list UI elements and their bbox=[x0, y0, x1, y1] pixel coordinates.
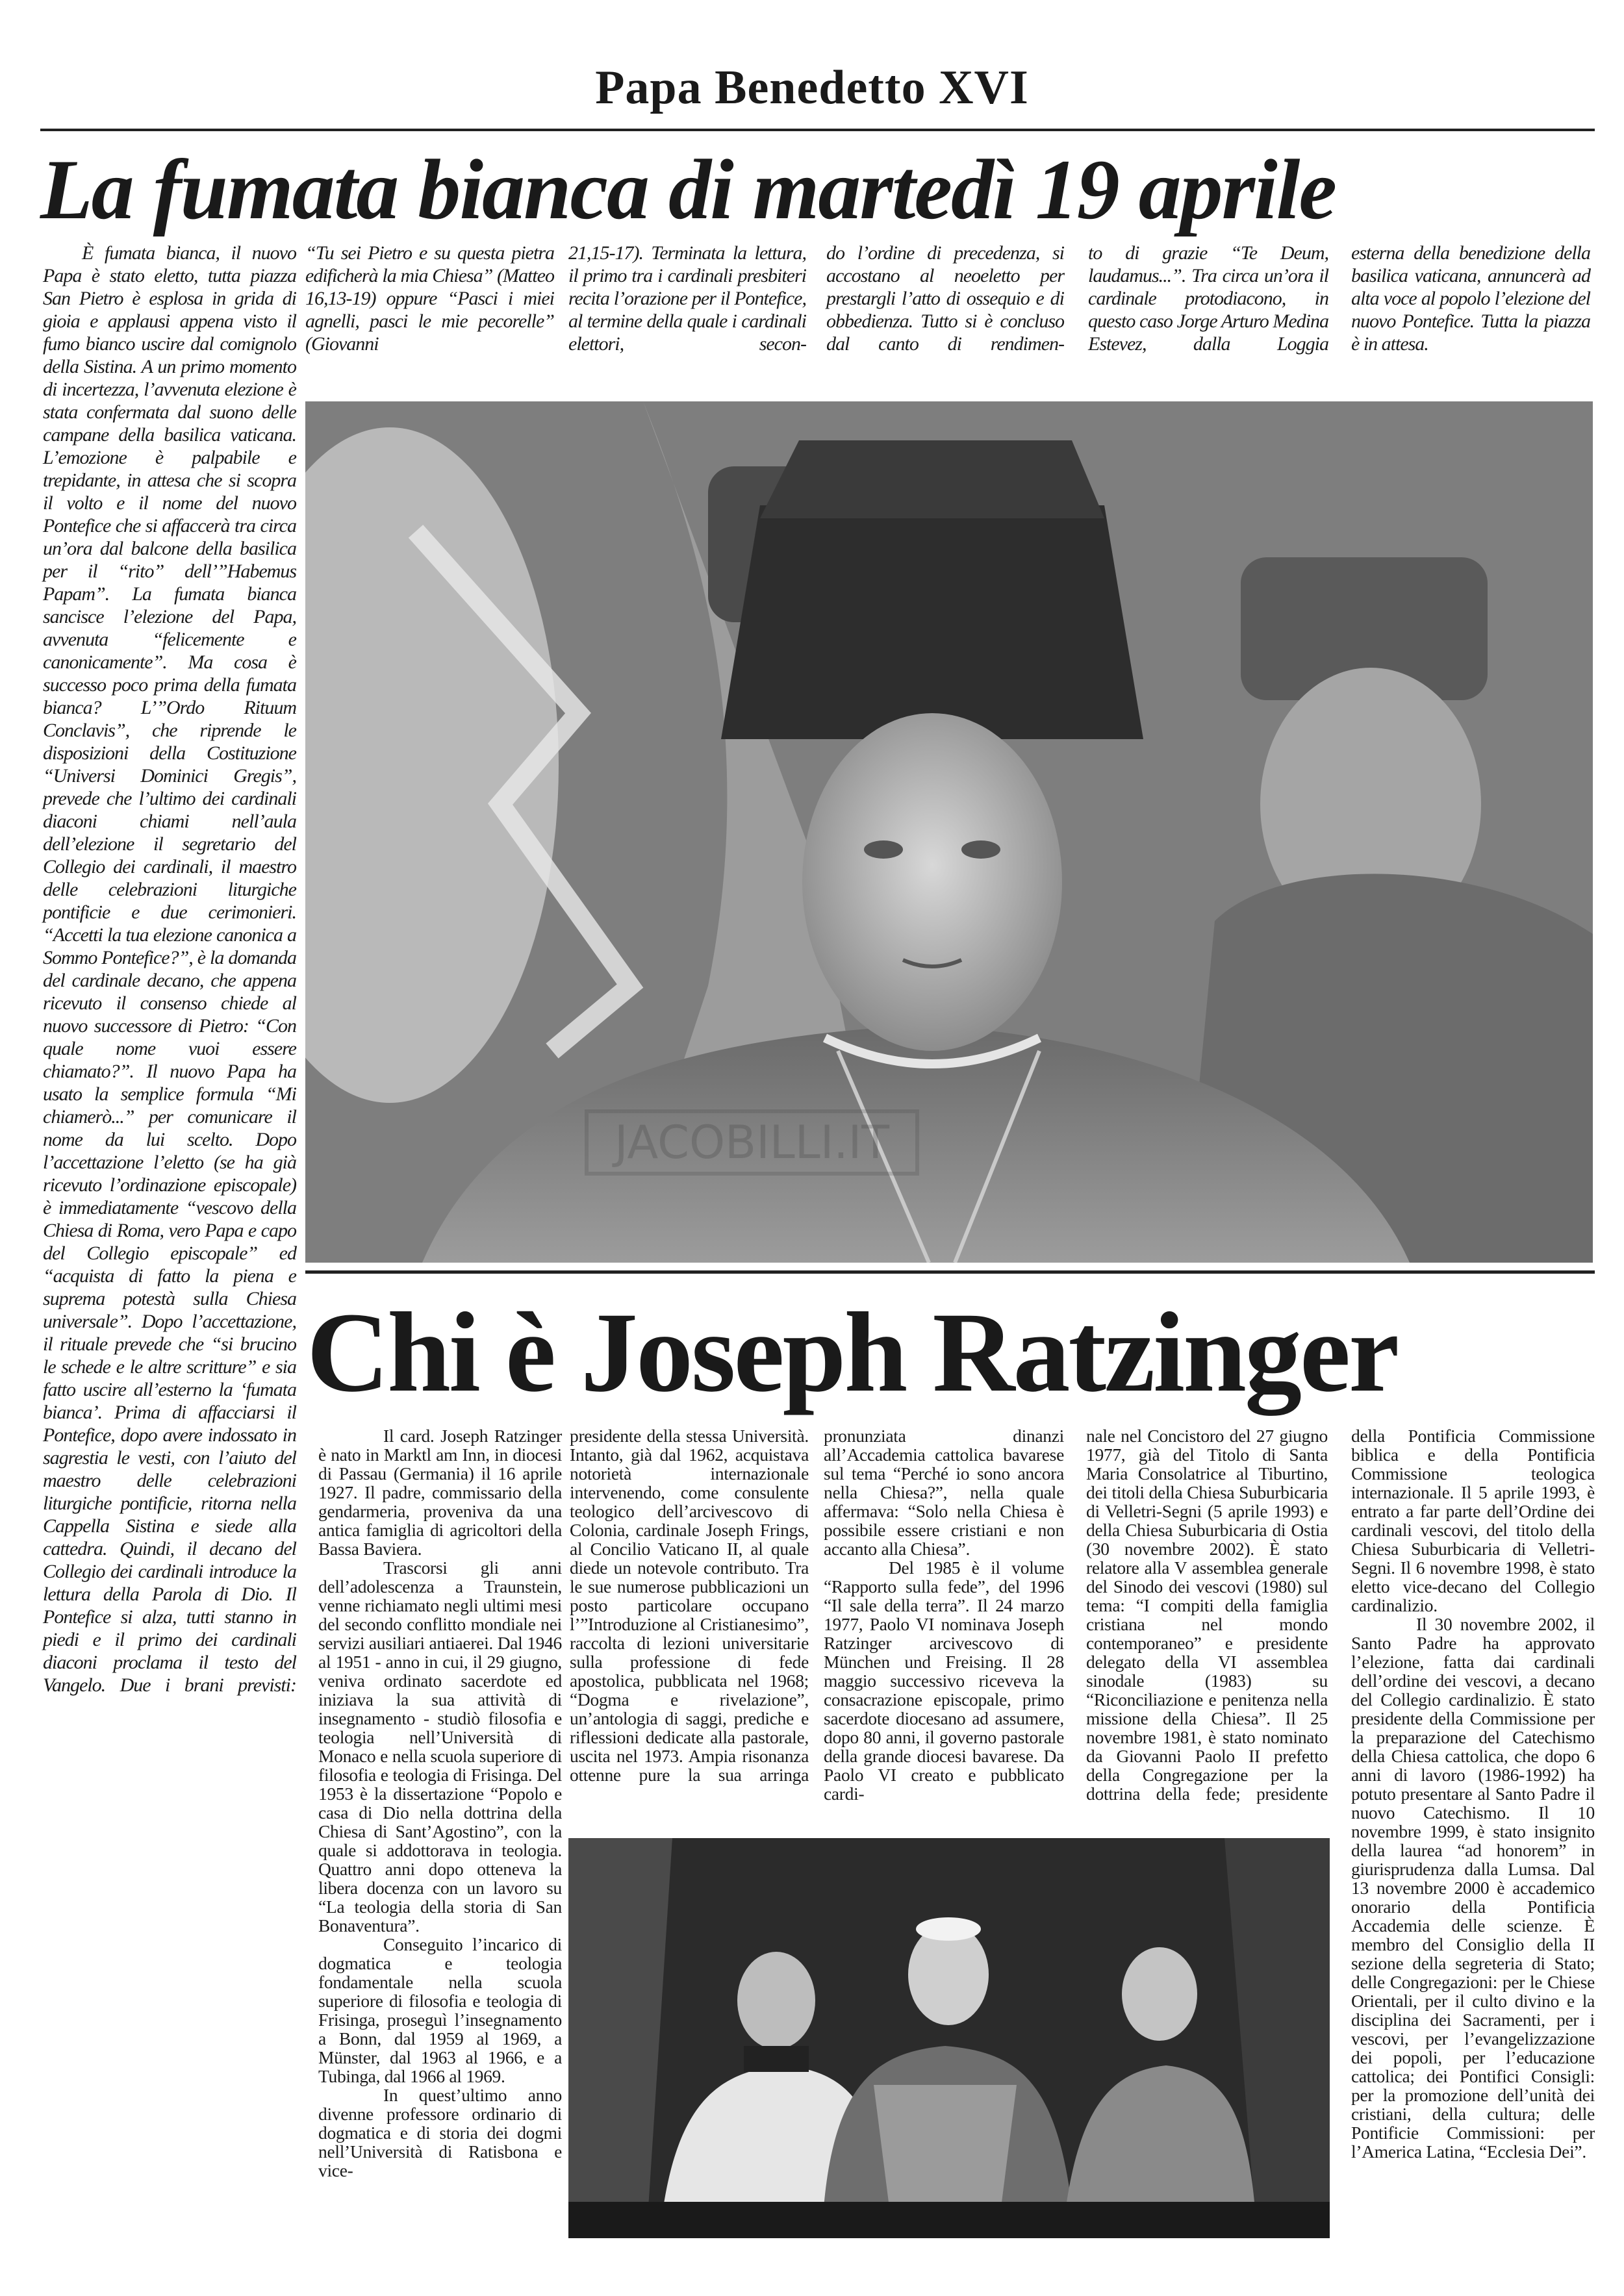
article-paragraph: della Pontificia Commissione biblica e della Pontificia Commissione teologica internazionale. Il 5 aprile 1993, è entrato a far parte dell’Ordine dei cardinali vescovi, del titolo della Chiesa Suburbicaria di Velletri-Segni. Il 6 novembre 1998, è stato eletto vice-decano del Collegio cardinalizio. bbox=[1351, 1426, 1595, 1615]
intro-paragraph: esterna della benedizione della basilica vaticana, annuncerà ad alta voce al popolo l’elezione del nuovo Pontefice. Tutta la piazza è in attesa. bbox=[1351, 242, 1590, 355]
intro-column-4 bbox=[826, 242, 1064, 355]
headline: La fumata bianca di martedì 19 aprile bbox=[40, 142, 1336, 237]
photo-illustration bbox=[305, 401, 1593, 1263]
intro-paragraph: to di grazie “Te Deum, laudamus...”. Tra circa un’ora il cardinale protodiacono, in questo caso Jorge Arturo Medina Estevez, dalla Loggia bbox=[1088, 242, 1328, 355]
article-paragraph: pronunziata dinanzi all’Accademia cattolica bavarese sul tema “Perché io sono ancora nella Chiesa?”, nella quale affermava: “Solo nella Chiesa è possibile essere cristiani e non accanto alla Chiesa”. bbox=[824, 1426, 1064, 1559]
intro-column-2 bbox=[305, 242, 554, 355]
cardinal-ratzinger-photo bbox=[305, 401, 1593, 1263]
article-paragraph: Trascorsi gli anni dell’adolescenza a Traunstein, venne richiamato negli ultimi mesi del secondo conflitto mondiale nei servizi ausiliari antiaerei. Dal 1946 al 1951 - anno in cui, il 29 giugno, veniva ordinato sacerdote ed iniziava la sua attività di insegnamento - studiò filosofia e teologia nell’Università di Monaco e nella scuola superiore di filosofia e teologia di Frisinga. Del 1953 è la dissertazione “Popolo e casa di Dio nella dottrina della Chiesa di Sant’Agostino”, con la quale si addottorava in teologia. Quattro anni dopo otteneva la libera docenza con un lavoro su “La teologia della storia di San Bonaventura”. bbox=[318, 1558, 562, 1936]
article-column-1 bbox=[318, 1426, 562, 2180]
intro-paragraph: È fumata bianca, il nuovo Papa è stato eletto, tutta piazza San Pietro è esplosa in grida di gioia e applausi appena visto il fumo bianco uscire dal comignolo della Sistina. A un primo momento di incertezza, l’avvenuta elezione è stata confermata dal suono delle campane della basilica vaticana. L’emozione è palpabile e trepidante, in attesa che si scopra il volto e il nome del nuovo Pontefice che si affaccerà tra circa un’ora dal balcone della basilica per il “rito” dell’”Habemus Papam”. La fumata bianca sancisce l’elezione del Papa, avvenuta “felicemente e canonicamente”. Ma cosa è successo poco prima della fumata bianca? L’”Ordo Rituum Conclavis”, che riprende le disposizioni della Costituzione “Universi Dominici Gregis”, prevede che l’ultimo dei cardinali diaconi chiami nell’aula dell’elezione il segretario del Collegio dei cardinali, il maestro delle celebrazioni liturgiche pontificie e due cerimonieri. “Accetti la tua elezione canonica a Sommo Pontefice?”, è la domanda del cardinale decano, che appena ricevuto il consenso chiede al nuovo successore di Pietro: “Con quale nome vuoi essere chiamato?”. Il nuovo Papa ha usato la semplice formula “Mi chiamerò...” per comunicare il nome da lui scelto. Dopo l’accettazione l’eletto (se ha già ricevuto l’ordinazione episcopale) è immediatamente “vescovo della Chiesa di Roma, vero Papa e capo del Collegio episcopale” ed “acquista di fatto la piena e suprema potestà sulla Chiesa universale”. Dopo l’accettazione, il rituale prevede che “si brucino le schede e le altre scritture” e sia fatto uscire all’esterno la ‘fumata bianca’. Prima di affacciarsi il Pontefice, dopo avere indossato in sagrestia le vesti, con l’aiuto del maestro delle celebrazioni liturgiche pontificie, ritorna nella Cappella Sistina e siede alla cattedra. Quindi, il decano del Collegio dei cardinali introduce la lettura della Parola di Dio. Il Pontefice si alza, tutti stanno in piedi e il primo dei cardinali diaconi proclama il testo del Vangelo. Due i brani previsti: bbox=[43, 242, 296, 1696]
article-paragraph: Il 30 novembre 2002, il Santo Padre ha approvato l’elezione, fatta dai cardinali dell’ordine dei vescovi, a decano del Collegio cardinalizio. È stato presidente della Commissione per la preparazione del Catechismo della Chiesa cattolica, che dopo 6 anni di lavoro (1986-1992) ha potuto presentare al Santo Padre il nuovo Catechismo. Il 10 novembre 1999, è stato insignito della laurea “ad honorem” in giurisprudenza dalla Lumsa. Dal 13 novembre 2000 è accademico onorario della Pontificia Accademia delle scienze. È membro del Consiglio della II sezione della segreteria di Stato; delle Congregazioni: per le Chiese Orientali, per il culto divino e la disciplina dei Sacramenti, per i vescovi, per l’evangelizzazione dei popoli, per l’educazione cattolica; dei Pontifici Consigli: per la promozione dell’unità dei cristiani, della cultura; delle Pontificie Commissioni: per l’America Latina, “Ecclesia Dei”. bbox=[1351, 1614, 1595, 2162]
article-paragraph: nale nel Concistoro del 27 giugno 1977, già del Titolo di Santa Maria Consolatrice al Tiburtino, dei titoli della Chiesa Suburbicaria di Velletri-Segni (5 aprile 1993) e della Chiesa Suburbicaria di Ostia (30 novembre 2002). È stato relatore alla V assemblea generale del Sinodo dei vescovi (1980) sul tema: “I compiti della famiglia cristiana nel mondo contemporaneo” e presidente delegato della VI assemblea sinodale (1983) su “Riconciliazione e penitenza nella missione della Chiesa”. Il 25 novembre 1981, è stato nominato da Giovanni Paolo II prefetto della Congregazione per la dottrina della fede; presidente bbox=[1086, 1426, 1328, 1804]
intro-column-5 bbox=[1088, 242, 1328, 355]
article-paragraph: presidente della stessa Università. Intanto, già dal 1962, acquistava notorietà internazionale intervenendo, come consulente teologico dell’arcivescovo di Colonia, cardinale Joseph Frings, al Concilio Vaticano II, al quale diede un notevole contributo. Tra le sue numerose pubblicazioni un posto particolare occupano l’”Introduzione al Cristianesimo”, raccolta di lezioni universitarie sulla professione di fede apostolica, pubblicata nel 1968; “Dogma e rivelazione”, un’antologia di saggi, prediche e riflessioni dedicate alla pastorale, uscita nel 1973. Ampia risonanza ottenne pure la sua arringa bbox=[570, 1426, 809, 1785]
article-title: Chi è Joseph Ratzinger bbox=[307, 1289, 1398, 1416]
intro-paragraph: do l’ordine di precedenza, si accostano al neoeletto per prestargli l’atto di ossequio e di obbedienza. Tutto si è concluso dal canto di rendimen- bbox=[826, 242, 1064, 355]
photo-watermark: JACOBILLI.IT bbox=[585, 1109, 919, 1176]
intro-paragraph: 21,15-17). Terminata la lettura, il primo tra i cardinali presbiteri recita l’orazione per il Pontefice, al termine della quale i cardinali elettori, secon- bbox=[568, 242, 806, 355]
article-column-5 bbox=[1351, 1426, 1595, 2161]
article-paragraph: In quest’ultimo anno divenne professore ordinario di dogmatica e di storia dei dogmi nell’Università di Ratisbona e vice- bbox=[318, 2085, 562, 2180]
article-paragraph: Del 1985 è il volume “Rapporto sulla fede”, del 1996 “Il sale della terra”. Il 24 marzo 1977, Paolo VI nominava Joseph Ratzinger arcivescovo di München und Freising. Il 28 maggio successivo riceveva la consacrazione episcopale, primo sacerdote diocesano ad assumere, dopo 80 anni, il governo pastorale della grande diocesi bavarese. Da Paolo VI creato e pubblicato cardi- bbox=[824, 1558, 1064, 1804]
article-column-3 bbox=[824, 1426, 1064, 1803]
article-paragraph: Conseguito l’incarico di dogmatica e teologia fondamentale nella scuola superiore di filosofia e teologia di Frisinga, proseguì l’insegnamento a Bonn, dal 1959 al 1969, a Münster, dal 1963 al 1966, e a Tubinga, dal 1966 al 1969. bbox=[318, 1934, 562, 2086]
intro-column-1 bbox=[43, 242, 296, 1697]
intro-paragraph: “Tu sei Pietro e su questa pietra edificherà la mia Chiesa” (Matteo 16,13-19) oppure “Pasci i miei agnelli, pasci le mie pecorelle” (Giovanni bbox=[305, 242, 554, 355]
article-column-2 bbox=[570, 1426, 809, 1784]
intro-column-6 bbox=[1351, 242, 1590, 355]
article-rule-divider bbox=[305, 1270, 1595, 1274]
intro-column-3 bbox=[568, 242, 806, 355]
photo-illustration bbox=[568, 1838, 1330, 2238]
article-column-4 bbox=[1086, 1426, 1328, 1803]
top-rule-divider bbox=[40, 129, 1595, 131]
article-paragraph: Il card. Joseph Ratzinger è nato in Marktl am Inn, in diocesi di Passau (Germania) il 16 aprile 1927. Il padre, commissario della gendarmeria, proveniva da una antica famiglia di agricoltori della Bassa Baviera. bbox=[318, 1426, 562, 1559]
pope-balcony-photo bbox=[568, 1838, 1330, 2238]
section-kicker: Papa Benedetto XVI bbox=[595, 61, 1029, 114]
